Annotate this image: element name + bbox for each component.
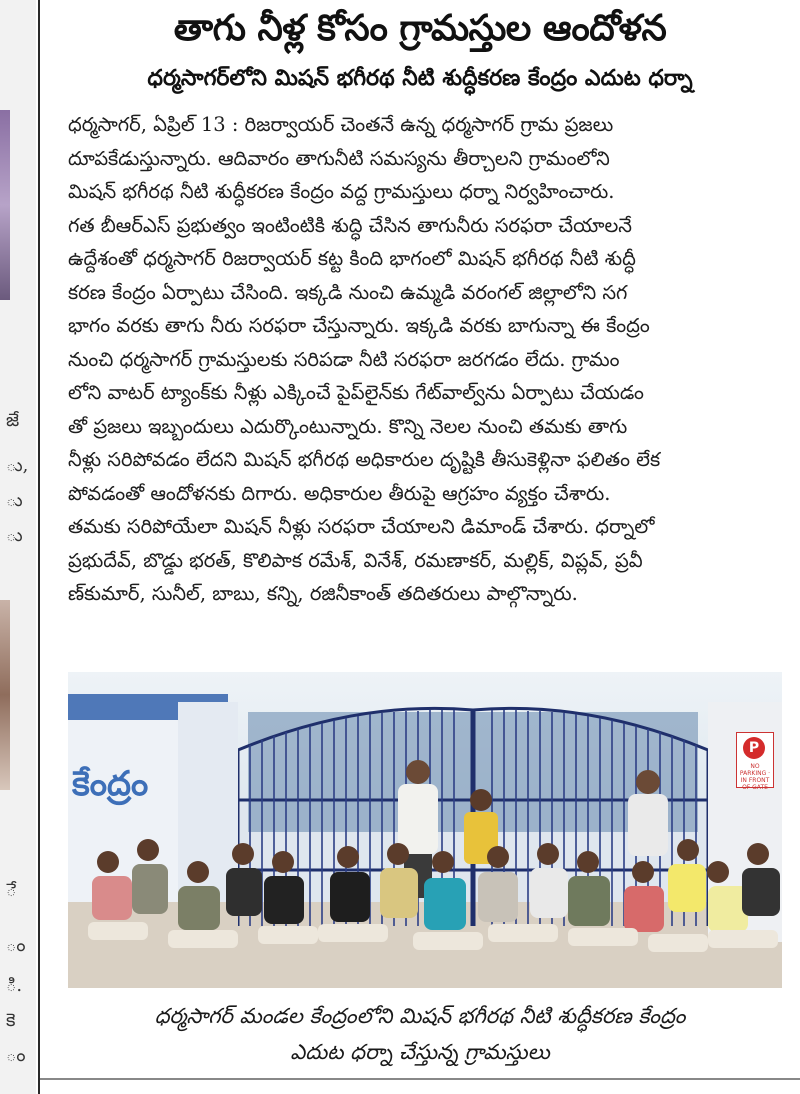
body-line: పోవడంతో ఆందోళనకు దిగారు. అధికారుల తీరుపై ఆగ్రహం వ్యక్తం చేశారు. bbox=[68, 481, 611, 505]
adjacent-text-fragment: ం bbox=[6, 935, 26, 956]
no-parking-icon: P bbox=[743, 737, 765, 759]
adjacent-text-fragment: ే bbox=[6, 880, 17, 901]
photo-caption bbox=[48, 998, 792, 1070]
body-line: ప్రభుదేవ్, బొడ్డు భరత్, కొలిపాక రమేశ్, వినేశ్, రమణాకర్, మల్లిక్, విప్లవ్, ప్రవీ bbox=[68, 548, 643, 572]
article-body bbox=[68, 108, 782, 611]
adjacent-photo-fragment bbox=[0, 600, 10, 790]
photo-wall-lettering: కేంద్రం bbox=[72, 764, 149, 804]
caption-line: ధర్మసాగర్ మండల కేంద్రంలోని మిషన్ భగీరథ నీటి శుద్ధీకరణ కేంద్రం bbox=[154, 1004, 686, 1028]
body-line: నీళ్లు సరిపోవడం లేదని మిషన్ భగీరథ అధికారుల దృష్టికి తీసుకెళ్లినా ఫలితం లేక bbox=[68, 448, 661, 471]
article-photo bbox=[68, 672, 782, 988]
adjacent-text-fragment: ు bbox=[6, 490, 23, 511]
article-subheadline: ధర్మసాగర్‌లోని మిషన్ భగీరథ నీటి శుద్ధీకరణ కేంద్రం ఎదుట ధర్నా bbox=[147, 66, 693, 91]
adjacent-text-fragment: ం bbox=[6, 1045, 26, 1066]
sign-text: NO PARKING · IN FRONT OF GATE bbox=[739, 763, 771, 791]
bottom-rule bbox=[40, 1078, 800, 1080]
adjacent-text-fragment: ు bbox=[6, 525, 23, 546]
article-headline: తాగు నీళ్ల కోసం గ్రామస్తుల ఆందోళన bbox=[173, 8, 667, 49]
caption-line: ఎదుట ధర్నా చేస్తున్న గ్రామస్తులు bbox=[290, 1040, 550, 1064]
standing-person bbox=[628, 770, 668, 856]
body-line: లోని వాటర్ ట్యాంక్‌కు నీళ్లు ఎక్కించే పైప్‌లైన్‌కు గేట్‌వాల్వ్‌ను ఏర్పాటు చేయడం bbox=[68, 381, 644, 404]
adjacent-text-fragment: ు, bbox=[6, 455, 29, 476]
protesting-villagers bbox=[68, 672, 782, 988]
body-line: తమకు సరిపోయేలా మిషన్ నీళ్లు సరఫరా చేయాలని డిమాండ్ చేశారు. ధర్నాలో bbox=[68, 515, 655, 538]
column-divider bbox=[38, 0, 40, 1094]
body-line: దూపకేడుస్తున్నారు. ఆదివారం తాగునీటి సమస్యను తీర్చాలని గ్రామంలోని bbox=[68, 146, 610, 170]
body-line: ణ్‌కుమార్, సునీల్, బాబు, కన్ని, రజినీకాంత్ తదితరులు పాల్గొన్నారు. bbox=[68, 582, 578, 605]
body-line: భాగం వరకు తాగు నీరు సరఫరా చేస్తున్నారు. ఇక్కడి వరకు బాగున్నా ఈ కేంద్రం bbox=[68, 314, 650, 337]
body-line: ఉద్దేశంతో ధర్మసాగర్ రిజర్వాయర్ కట్ట కింది భాగంలో మిషన్ భగీరథ నీటి శుద్ధీ bbox=[68, 247, 636, 270]
news-article bbox=[48, 0, 792, 1094]
body-line: ధర్మసాగర్, ఏప్రిల్ 13 : రిజర్వాయర్ చెంతనే ఉన్న ధర్మసాగర్ గ్రామ ప్రజలు bbox=[68, 113, 614, 136]
body-line: కరణ కేంద్రం ఏర్పాటు చేసింది. ఇక్కడి నుంచి ఉమ్మడి వరంగల్ జిల్లాలోని సగ bbox=[68, 280, 628, 304]
adjacent-text-fragment: కె bbox=[6, 1010, 16, 1031]
adjacent-column-strip bbox=[0, 0, 36, 1094]
body-line: మిషన్ భగీరథ నీటి శుద్ధీకరణ కేంద్రం వద్ద గ్రామస్తులు ధర్నా నిర్వహించారు. bbox=[68, 180, 615, 203]
adjacent-photo-fragment bbox=[0, 110, 10, 300]
body-line: తో ప్రజలు ఇబ్బందులు ఎదుర్కొంటున్నారు. కొన్ని నెలల నుంచి తమకు తాగు bbox=[68, 414, 628, 438]
body-line: గత బీఆర్ఎస్ ప్రభుత్వం ఇంటింటికి శుద్ధి చేసిన తాగునీరు సరఫరా చేయాలనే bbox=[68, 213, 632, 237]
adjacent-text-fragment: జే bbox=[6, 410, 20, 431]
adjacent-text-fragment: ి. bbox=[6, 975, 23, 996]
body-line: నుంచి ధర్మసాగర్ గ్రామస్తులకు సరిపడా నీటి సరఫరా జరగడం లేదు. గ్రామం bbox=[68, 347, 620, 371]
